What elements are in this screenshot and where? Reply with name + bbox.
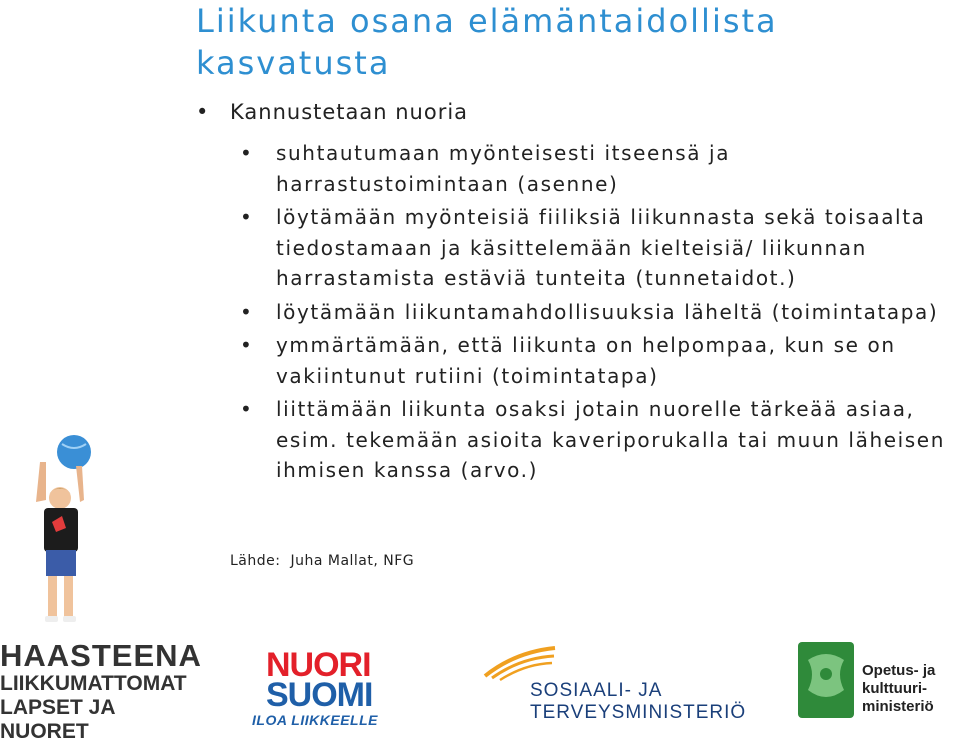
- haasteena-logo-line3: LAPSET JA NUORET: [0, 696, 115, 743]
- kid-with-ball-image: [22, 432, 94, 632]
- list-item: [240, 138, 960, 199]
- bullet-icon: •: [240, 299, 254, 324]
- stm-swoosh-icon: [480, 642, 560, 682]
- haasteena-logo-line2: LIIKKUMATTOMAT: [0, 672, 187, 695]
- bullet-icon: •: [196, 100, 210, 124]
- stm-logo-line2: TERVEYSMINISTERIÖ: [530, 702, 747, 723]
- nuori-suomi-logo-line1: NUORI: [266, 646, 371, 684]
- okm-logo-line3: ministeriö: [862, 698, 934, 715]
- source-label: Lähde:: [230, 553, 281, 569]
- okm-emblem-icon: [796, 640, 856, 720]
- okm-logo-line2: kulttuuri-: [862, 680, 927, 697]
- haasteena-logo-line1: HAASTEENA: [0, 638, 202, 673]
- nuori-suomi-logo-line3: ILOA LIIKKEELLE: [252, 712, 378, 728]
- source-author: Juha Mallat, NFG: [290, 553, 415, 569]
- list-item: [240, 394, 960, 486]
- list-item: [240, 297, 960, 328]
- stm-logo-line1: SOSIAALI- JA: [530, 680, 663, 701]
- bullet-icon: •: [240, 333, 254, 357]
- bullet-icon: •: [240, 141, 254, 165]
- bullet-icon: •: [240, 397, 254, 421]
- list-item-text: liittämään liikunta osaksi jotain nuorelle tärkeää asiaa, esim. tekemään asioita kaveriporukalla tai muun läheisen ihmisen kanssa (arvo.): [276, 397, 945, 482]
- slide-title: Liikunta osana elämäntaidollista kasvatusta: [196, 2, 778, 82]
- nuori-suomi-logo-line2: SUOMI: [266, 676, 373, 714]
- list-item-text: löytämään myönteisiä fiiliksiä liikunnasta sekä toisaalta tiedostamaan ja käsittelemään kielteisiä/ liikunnan harrastamista estäviä tunteita (tunnetaidot.): [276, 205, 926, 290]
- list-item-text: löytämään liikuntamahdollisuuksia läheltä (toimintatapa): [276, 299, 939, 324]
- main-bullet-text: Kannustetaan nuoria: [230, 100, 469, 124]
- list-item-text: ymmärtämään, että liikunta on helpompaa, kun se on vakiintunut rutiini (toimintatapa): [276, 333, 896, 388]
- list-item: [240, 330, 960, 391]
- haasteena-logo: [0, 638, 202, 744]
- list-item: [240, 202, 960, 294]
- sub-bullet-list: [240, 138, 960, 489]
- source-note: [230, 553, 414, 569]
- bullet-icon: •: [240, 205, 254, 229]
- okm-logo-line1: Opetus- ja: [862, 662, 936, 679]
- list-item-text: suhtautumaan myönteisesti itseensä ja harrastustoimintaan (asenne): [276, 141, 731, 196]
- nuori-suomi-logo: [248, 646, 398, 730]
